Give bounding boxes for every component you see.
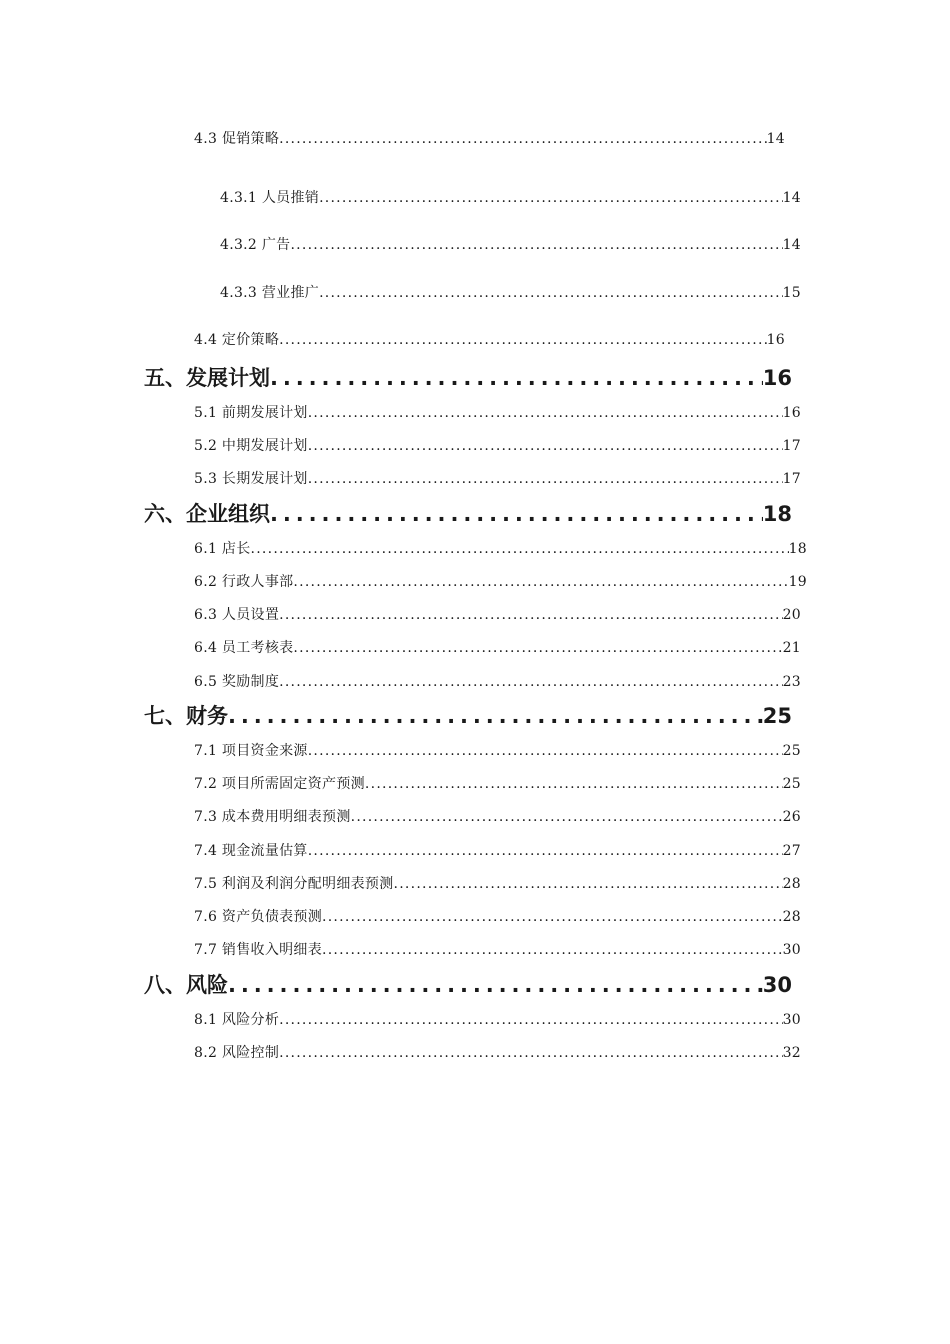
toc-entry-7-7[interactable]	[194, 939, 801, 959]
toc-chapter-7[interactable]	[144, 700, 792, 730]
toc-chapter-page: 18	[762, 502, 792, 526]
toc-dot-leader	[319, 190, 783, 206]
toc-entry-page: 14	[766, 131, 785, 147]
toc-entry-label: 7.1 项目资金来源	[194, 743, 308, 759]
toc-entry-page: 16	[766, 332, 785, 348]
toc-entry-label: 7.2 项目所需固定资产预测	[194, 776, 365, 792]
toc-chapter-label: 七、财务	[144, 704, 228, 728]
toc-dot-leader	[394, 876, 783, 892]
toc-chapter-6[interactable]	[144, 498, 792, 528]
toc-dot-leader	[308, 743, 783, 759]
toc-entry-page: 32	[782, 1045, 801, 1061]
toc-entry-label: 5.3 长期发展计划	[194, 471, 308, 487]
toc-entry-label: 5.2 中期发展计划	[194, 438, 308, 454]
toc-entry-6-1[interactable]	[194, 538, 807, 558]
toc-chapter-label: 五、发展计划	[144, 366, 270, 390]
toc-chapter-page: 25	[762, 704, 792, 728]
toc-chapter-page: 16	[762, 366, 792, 390]
toc-entry-6-3[interactable]	[194, 604, 801, 624]
toc-entry-5-3[interactable]	[194, 468, 801, 488]
toc-dot-leader	[308, 405, 783, 421]
toc-dot-leader	[270, 502, 763, 526]
toc-entry-label: 4.3 促销策略	[194, 131, 280, 147]
toc-dot-leader	[322, 909, 783, 925]
toc-dot-leader	[279, 1012, 782, 1028]
toc-entry-label: 4.3.1 人员推销	[220, 190, 320, 206]
toc-dot-leader	[279, 131, 766, 147]
toc-dot-leader	[293, 640, 782, 656]
toc-entry-page: 30	[782, 1012, 801, 1028]
toc-dot-leader	[270, 366, 763, 390]
toc-entry-page: 16	[782, 405, 801, 421]
toc-entry-label: 7.3 成本费用明细表预测	[194, 809, 351, 825]
toc-entry-7-3[interactable]	[194, 806, 801, 826]
toc-dot-leader	[251, 541, 789, 557]
toc-entry-5-1[interactable]	[194, 402, 801, 422]
toc-entry-4-4[interactable]	[194, 329, 785, 349]
toc-entry-4-3-1[interactable]	[220, 187, 801, 207]
toc-chapter-label: 六、企业组织	[144, 502, 270, 526]
toc-dot-leader	[322, 942, 783, 958]
toc-entry-label: 8.1 风险分析	[194, 1012, 280, 1028]
toc-dot-leader	[279, 1045, 782, 1061]
toc-entry-page: 23	[782, 674, 801, 690]
toc-entry-label: 6.1 店长	[194, 541, 251, 557]
toc-entry-label: 4.3.3 营业推广	[220, 285, 320, 301]
toc-entry-label: 5.1 前期发展计划	[194, 405, 308, 421]
toc-dot-leader	[293, 574, 788, 590]
toc-entry-label: 7.4 现金流量估算	[194, 843, 308, 859]
toc-entry-page: 15	[782, 285, 801, 301]
toc-entry-page: 27	[782, 843, 801, 859]
toc-entry-page: 14	[782, 237, 801, 253]
toc-dot-leader	[365, 776, 783, 792]
toc-entry-label: 4.4 定价策略	[194, 332, 280, 348]
toc-entry-label: 7.5 利润及利润分配明细表预测	[194, 876, 394, 892]
toc-entry-6-2[interactable]	[194, 571, 807, 591]
toc-entry-page: 19	[788, 574, 807, 590]
toc-entry-page: 20	[782, 607, 801, 623]
toc-entry-page: 25	[782, 743, 801, 759]
toc-entry-label: 6.4 员工考核表	[194, 640, 294, 656]
toc-entry-page: 17	[782, 438, 801, 454]
toc-entry-7-2[interactable]	[194, 773, 801, 793]
toc-chapter-5[interactable]	[144, 362, 792, 392]
toc-entry-label: 6.3 人员设置	[194, 607, 280, 623]
toc-dot-leader	[279, 332, 766, 348]
toc-dot-leader	[308, 438, 783, 454]
toc-entry-page: 25	[782, 776, 801, 792]
toc-entry-label: 7.6 资产负债表预测	[194, 909, 323, 925]
toc-entry-4-3-3[interactable]	[220, 282, 801, 302]
toc-entry-label: 6.2 行政人事部	[194, 574, 294, 590]
toc-entry-page: 18	[788, 541, 807, 557]
toc-dot-leader	[228, 704, 763, 728]
toc-entry-7-6[interactable]	[194, 906, 801, 926]
toc-entry-6-5[interactable]	[194, 671, 801, 691]
toc-dot-leader	[308, 471, 783, 487]
toc-dot-leader	[279, 607, 782, 623]
toc-chapter-8[interactable]	[144, 969, 792, 999]
toc-dot-leader	[279, 674, 782, 690]
toc-entry-page: 26	[782, 809, 801, 825]
toc-entry-5-2[interactable]	[194, 435, 801, 455]
toc-entry-6-4[interactable]	[194, 637, 801, 657]
toc-dot-leader	[290, 237, 782, 253]
toc-chapter-label: 八、风险	[144, 973, 228, 997]
toc-entry-page: 21	[782, 640, 801, 656]
toc-entry-page: 14	[782, 190, 801, 206]
toc-entry-8-1[interactable]	[194, 1009, 801, 1029]
toc-entry-7-4[interactable]	[194, 840, 801, 860]
toc-entry-4-3-2[interactable]	[220, 234, 801, 254]
toc-entry-7-1[interactable]	[194, 740, 801, 760]
toc-entry-page: 28	[782, 876, 801, 892]
toc-chapter-page: 30	[762, 973, 792, 997]
toc-entry-label: 4.3.2 广告	[220, 237, 291, 253]
toc-entry-label: 7.7 销售收入明细表	[194, 942, 323, 958]
toc-entry-4-3[interactable]	[194, 128, 785, 148]
toc-entry-page: 17	[782, 471, 801, 487]
toc-dot-leader	[308, 843, 783, 859]
toc-entry-label: 8.2 风险控制	[194, 1045, 280, 1061]
toc-entry-7-5[interactable]	[194, 873, 801, 893]
toc-entry-page: 28	[782, 909, 801, 925]
toc-entry-8-2[interactable]	[194, 1042, 801, 1062]
toc-dot-leader	[351, 809, 783, 825]
toc-dot-leader	[319, 285, 783, 301]
toc-entry-label: 6.5 奖励制度	[194, 674, 280, 690]
toc-entry-page: 30	[782, 942, 801, 958]
toc-dot-leader	[228, 973, 763, 997]
